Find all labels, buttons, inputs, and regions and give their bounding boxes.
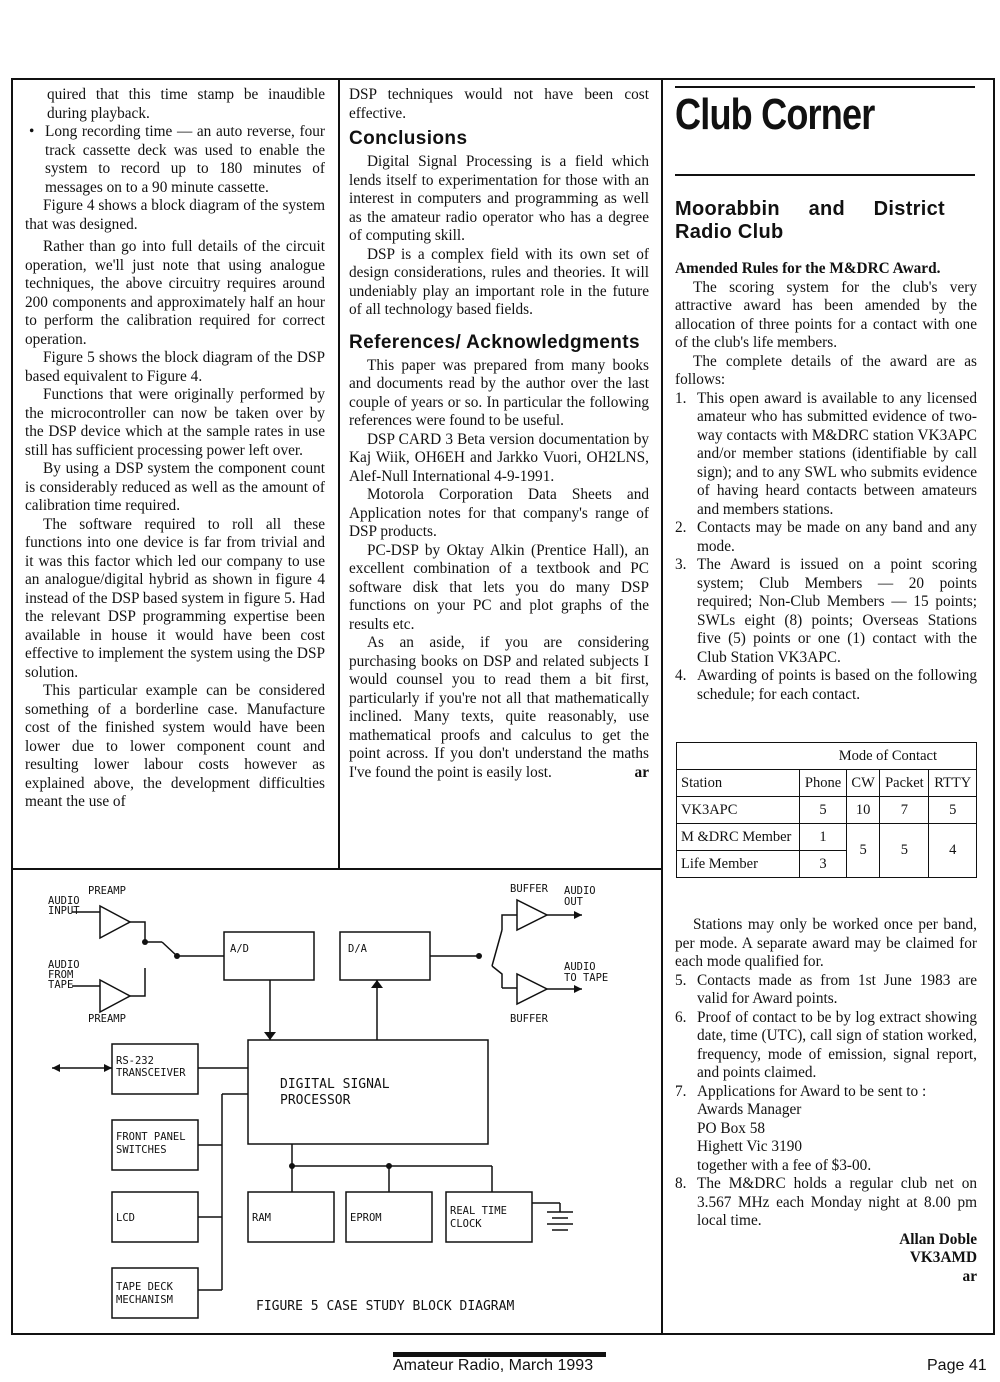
label-dsp: DIGITAL SIGNAL PROCESSOR (280, 1077, 390, 1108)
table-cell: 5 (846, 824, 879, 878)
paragraph: Motorola Corporation Data Sheets and Application notes for that company's range of DSP products. (349, 486, 649, 540)
list-item: 7. Applications for Award to be sent to : Awards Manager PO Box 58 Highett Vic 3190 together with a fee of $3-00. (675, 1083, 977, 1176)
bullet-list (25, 123, 325, 197)
rules-list-a (675, 390, 977, 705)
table-cell: 1 (800, 824, 847, 851)
address-block (697, 1101, 977, 1175)
tape-deck-box (112, 1268, 198, 1318)
heading-references: References/ Acknowledgments (349, 331, 640, 353)
bullet-item: • Long recording time — an auto reverse, four track cassette deck was used to enable the system to record up to 180 minutes of messages on to a 90 minute cassette. (45, 123, 325, 197)
paragraph: This paper was prepared from many books and documents read by the author over the last couple of years or so. In particular the following references were found to be useful. (349, 356, 649, 429)
paragraph: DSP is a complex field with its own set of design considerations, rules and theories. It will undeniably play an important role in the future of all technology based fields. (349, 245, 649, 318)
arrow-head (264, 1032, 276, 1040)
list-item: 6. Proof of contact to be by log extract showing date, time (UTC), call sign of station worked, frequency, mode of emission, signal report, and points claimed. (675, 1008, 977, 1081)
table-cell: M &DRC Member (677, 824, 800, 851)
arrow-head (371, 980, 383, 988)
paragraph: DSP techniques would not have been cost effective. (349, 86, 649, 122)
label-buffer-top: BUFFER (510, 883, 548, 895)
paragraph: Digital Signal Processing is a field which lends itself to experimentation for those with an interest in computers and programming as well as the amateur radio operator who has a degree of computing skill. (349, 153, 649, 244)
label-audio-out: AUDIO OUT (564, 885, 596, 908)
list-item: 1. This open award is available to any licensed amateur who has submitted evidence of two-way contacts with M&DRC station VK3APC and/or member stations (identifiable by call sign); and to any SWL who submits evidence of having heard contacts between amateurs and members stations. (675, 389, 977, 518)
paragraph: PC-DSP by Oktay Alkin (Prentice Hall), an excellent combination of a textbook and PC software disk that lets you do many DSP functions on your PC and plot graphs of the results etc. (349, 541, 649, 633)
label-audio-from-tape: AUDIO FROM TAPE (48, 959, 80, 991)
table-cell: VK3APC (677, 797, 800, 824)
table-header-cell: Phone (800, 770, 847, 797)
table-cell: 4 (929, 824, 977, 878)
da-box (340, 932, 430, 980)
paragraph: The software required to roll all these functions into one device is far from trivial and it was this factor which led our company to use an analogue/digital hybrid as shown in figure 4 instead of the DSP based system in figure 5. Had the relevant DSP programming expertise been available in house it would have been cost effective to implement the system using the DSP solution. (25, 515, 325, 681)
ad-box (224, 932, 314, 980)
end-mark: ar (962, 1267, 977, 1285)
buffer-bottom-triangle (517, 974, 547, 1004)
table-header-cell: Station (677, 770, 800, 797)
label-preamp-top: PREAMP (88, 885, 126, 897)
address-line: PO Box 58 (697, 1119, 765, 1137)
arrow-head (574, 985, 582, 993)
paragraph: The complete details of the award are as follows: (675, 352, 977, 388)
preamp-top-triangle (100, 906, 130, 938)
list-item: 2. Contacts may be made on any band and any mode. (675, 519, 977, 555)
paragraph: As an aside, if you are considering purchasing books on DSP and related subjects I would counsel you to read them a bit first, particularly if you're not all that mathematically inclined. Many texts, quite reasonably, use mathematical proofs and calculus to get the point across. If you don't understand the maths I've found the point is easily lost. (349, 634, 649, 781)
table-cell: 5 (800, 797, 847, 824)
label-eprom: EPROM (350, 1212, 382, 1224)
table-cell: 3 (800, 851, 847, 878)
address-line: Highett Vic 3190 (697, 1138, 803, 1155)
footer-magazine: Amateur Radio, March 1993 (393, 1357, 594, 1374)
table-cell: 10 (846, 797, 879, 824)
label-lcd: LCD (116, 1212, 135, 1224)
label-tape-deck: TAPE DECK MECHANISM (116, 1281, 173, 1306)
junction-dot (386, 1163, 392, 1169)
table-cell: 5 (880, 824, 929, 878)
paragraph: Rather than go into full details of the circuit operation, we'll just note that using analogue techniques, the above circuitry requires around 200 components and approximately half an hour to perform the calibration required for correct operation. (25, 238, 325, 348)
paragraph: quired that this time stamp be inaudible during playback. (47, 86, 325, 122)
column-3 (675, 86, 977, 1286)
label-rtc: REAL TIME CLOCK (450, 1205, 507, 1230)
table-cell: 5 (929, 797, 977, 824)
column-2 (349, 86, 649, 783)
award-table (676, 742, 977, 878)
author-callsign: VK3AMD (909, 1249, 977, 1266)
label-front-panel: FRONT PANEL SWITCHES (116, 1131, 186, 1156)
author-name: Allan Doble (899, 1230, 977, 1248)
end-mark: ar (634, 764, 649, 781)
title-rule-bottom (675, 174, 975, 176)
junction-dot (142, 939, 148, 945)
club-name: Moorabbin and District Radio Club (675, 198, 945, 243)
label-audio-input: AUDIO INPUT (48, 895, 80, 917)
block-diagram (12, 870, 661, 1334)
junction-dot (174, 953, 180, 959)
table-header-cell: CW (846, 770, 879, 797)
paragraph: The scoring system for the club's very attractive award has been amended by the allocation of three points for a contact with one of the club's life members. (675, 278, 977, 351)
arrow-head (574, 911, 582, 919)
rules-list-b (675, 972, 977, 1083)
junction-dot (289, 1163, 295, 1169)
table-cell: 7 (880, 797, 929, 824)
table-cell: Life Member (677, 851, 800, 878)
subheading: Amended Rules for the M&DRC Award. (675, 260, 941, 277)
list-item: 4. Awarding of points is based on the following schedule; for each contact. (675, 667, 977, 703)
table-header-cell: RTTY (929, 770, 977, 797)
footer-page-number: Page 41 (927, 1357, 987, 1374)
column-1 (25, 86, 325, 812)
table-header-cell: Packet (880, 770, 929, 797)
list-item: 3. The Award is issued on a point scoring system; Club Members — 20 points required; Non-Club Members — 15 points; SWLs eight (8) points; Overseas Stations five (5) points or one (1) contact with the Club Station VK3APC. (675, 556, 977, 666)
table-caption: Mode of Contact (800, 743, 977, 770)
title-rule-top (675, 86, 975, 88)
label-preamp-bottom: PREAMP (88, 1013, 126, 1025)
paragraph: Stations may only be worked once per band, per mode. A separate award may be claimed for each mode qualified for. (675, 916, 977, 970)
paragraph: DSP CARD 3 Beta version documentation by Kaj Wiik, OH6EH and Jarkko Vuori, OH2LNS, Alef-Null International 4-9-1991. (349, 430, 649, 485)
heading-conclusions: Conclusions (349, 128, 468, 149)
label-rs232: RS-232 TRANSCEIVER (116, 1055, 186, 1079)
list-item: 8. The M&DRC holds a regular club net on 3.567 MHz each Monday night at 8.00 pm local time. (675, 1175, 977, 1229)
label-da: D/A (348, 943, 367, 955)
label-buffer-bottom: BUFFER (510, 1013, 548, 1025)
paragraph: By using a DSP system the component count is considerably reduced as well as the amount of calibration time required. (25, 460, 325, 514)
arrow-head (104, 1064, 112, 1072)
label-ram: RAM (252, 1212, 271, 1224)
label-ad: A/D (230, 943, 249, 955)
rtc-box (446, 1192, 532, 1242)
list-item: 5. Contacts made as from 1st June 1983 are valid for Award points. (675, 971, 977, 1007)
table-cell (677, 743, 800, 770)
rules-list-c (675, 1083, 977, 1231)
diagram-caption: FIGURE 5 CASE STUDY BLOCK DIAGRAM (256, 1299, 515, 1314)
preamp-bottom-triangle (100, 980, 130, 1012)
section-title: Club Corner (675, 90, 875, 139)
address-line: Awards Manager (697, 1101, 802, 1118)
arrow-head (52, 1064, 60, 1072)
column-rule-2 (661, 79, 663, 1334)
junction-dot (476, 953, 482, 959)
address-line: together with a fee of $3-00. (697, 1156, 872, 1174)
paragraph: Figure 5 shows the block diagram of the DSP based equivalent to Figure 4. (25, 349, 325, 385)
paragraph: Figure 4 shows a block diagram of the system that was designed. (25, 197, 325, 233)
column-rule-1 (338, 79, 340, 869)
paragraph: Functions that were originally performed by the microcontroller can now be taken over by the DSP device which at the sample rates in use still has sufficient processing power left over. (25, 386, 325, 459)
dsp-box (248, 1040, 488, 1144)
paragraph: This particular example can be considered something of a borderline case. Manufacture cost of the finished system would have been lower due to lower component count and resulting lower labour costs however as explained above, the development difficulties meant the use of (25, 682, 325, 810)
buffer-top-triangle (517, 900, 547, 930)
label-audio-to-tape: AUDIO TO TAPE (564, 961, 609, 984)
